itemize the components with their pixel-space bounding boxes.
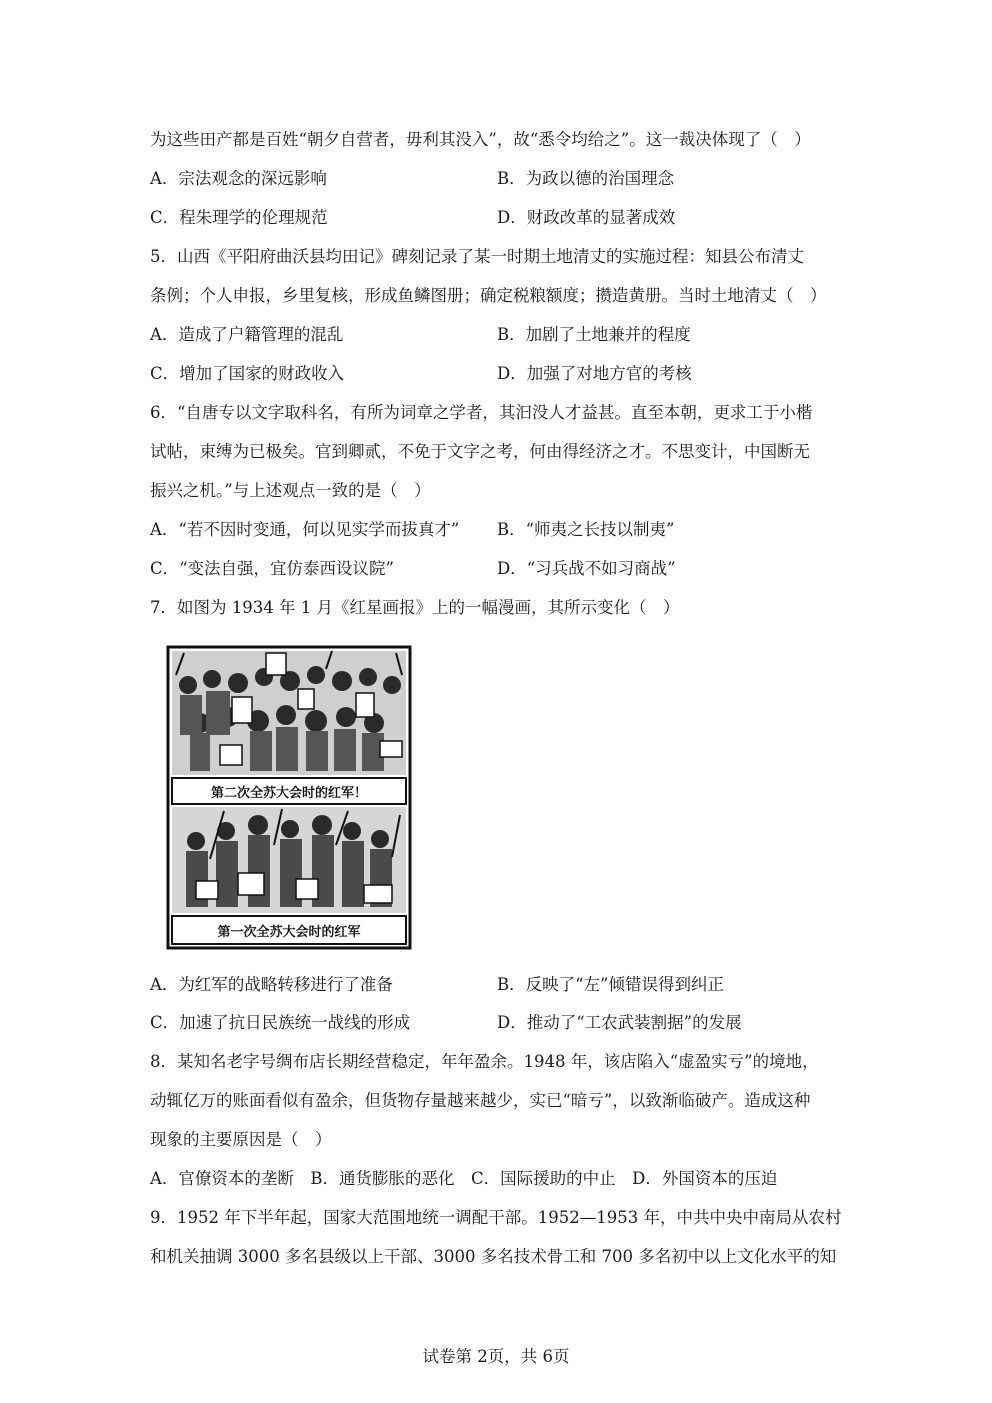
page-footer: 试卷第 2页，共 6页 — [422, 1347, 570, 1366]
q7-option-a: A．为红军的战略转移进行了准备 — [150, 975, 393, 994]
q5-stem-line-1: 5．山西《平阳府曲沃县均田记》碑刻记录了某一时期土地清丈的实施过程：知县公布清丈 — [150, 247, 804, 266]
q7-option-d: D．推动了“工农武装割据”的发展 — [497, 1013, 742, 1032]
q6-option-c: C．“变法自强，宜仿泰西设议院” — [150, 559, 394, 578]
q6-stem-line-3: 振兴之机。”与上述观点一致的是（ ） — [150, 481, 431, 500]
q5-option-c: C．增加了国家的财政收入 — [150, 364, 345, 383]
lower-panel-crowd — [172, 807, 406, 913]
q5-option-d: D．加强了对地方官的考核 — [497, 364, 692, 383]
q5-option-b: B．加剧了土地兼并的程度 — [497, 325, 691, 344]
q6-stem-line-1: 6．“自唐专以文字取科名，有所为词章之学者，其汩没人才益甚。直至本朝，更求工于小楷 — [150, 403, 813, 422]
q4-stem-tail: 为这些田产都是百姓“朝夕自营者，毋利其没入”，故“悉令均给之”。这一裁决体现了（ ） — [150, 130, 811, 149]
lower-caption: 第一次全苏大会时的红军 — [217, 925, 361, 940]
q6-option-b: B．“师夷之长技以制夷” — [497, 520, 675, 539]
q6-option-a: A．“若不因时变通，何以见实学而拔真才” — [150, 520, 460, 539]
q4-option-d: D．财政改革的显著成效 — [497, 208, 676, 227]
q5-option-a: A．造成了户籍管理的混乱 — [150, 325, 344, 344]
q4-option-a: A．宗法观念的深远影响 — [150, 169, 327, 188]
upper-panel-crowd — [172, 651, 406, 775]
q6-option-d: D．“习兵战不如习商战” — [497, 559, 676, 578]
red-star-cartoon-image — [166, 645, 412, 950]
q4-option-c: C．程朱理学的伦理规范 — [150, 208, 328, 227]
q8-stem-line-3: 现象的主要原因是（ ） — [150, 1130, 332, 1149]
q8-stem-line-1: 8．某知名老字号绸布店长期经营稳定，年年盈余。1948 年，该店陷入“虚盈实亏”的境地， — [150, 1052, 819, 1071]
q6-stem-line-2: 试帖，束缚为已极矣。官到卿贰，不免于文字之考，何由得经济之才。不思变计，中国断无 — [150, 442, 810, 461]
q9-stem-line-1: 9．1952 年下半年起，国家大范围地统一调配干部。1952—1953 年，中共中央中南局从农村 — [150, 1208, 842, 1227]
q9-stem-line-2: 和机关抽调 3000 多名县级以上干部、3000 多名技术骨工和 700 多名初中以上文化水平的知 — [150, 1247, 837, 1266]
q8-options: A．官僚资本的垄断 B．通货膨胀的恶化 C．国际援助的中止 D．外国资本的压迫 — [150, 1169, 778, 1188]
upper-caption: 第二次全苏大会时的红军！ — [210, 786, 368, 801]
q7-option-c: C．加速了抗日民族统一战线的形成 — [150, 1013, 411, 1032]
q8-stem-line-2: 动辄亿万的账面看似有盈余，但货物存量越来越少，实已“暗亏”，以致渐临破产。造成这种 — [150, 1091, 811, 1110]
q7-stem-line-1: 7．如图为 1934 年 1 月《红星画报》上的一幅漫画，其所示变化（ ） — [150, 598, 680, 617]
q7-option-b: B．反映了“左”倾错误得到纠正 — [497, 975, 724, 994]
q4-option-b: B．为政以德的治国理念 — [497, 169, 675, 188]
q5-stem-line-2: 条例；个人申报，乡里复核，形成鱼鳞图册；确定税粮额度；攒造黄册。当时土地清丈（ ） — [150, 286, 827, 305]
